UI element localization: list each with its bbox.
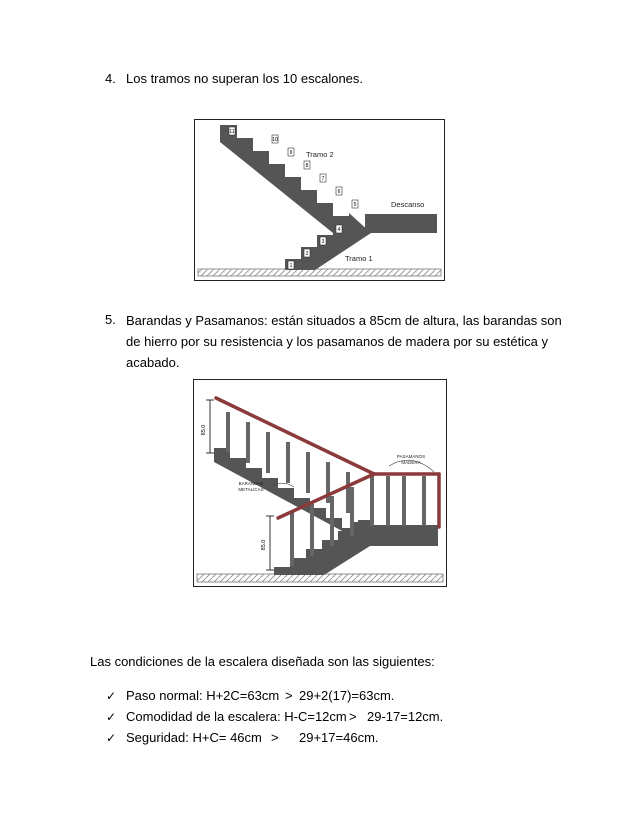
step-number: 4: [337, 227, 341, 233]
step-number: 8: [305, 163, 309, 169]
step-number: 3: [321, 239, 325, 245]
text-line: acabado.: [126, 355, 180, 370]
list-number: 4.: [105, 71, 116, 86]
stair-flights-figure: [194, 119, 445, 281]
checkmark-icon: ✓: [106, 710, 117, 724]
barandas-label: BARANDAS: [238, 481, 264, 486]
pasamanos-label: MADERA: [401, 460, 421, 465]
pasamanos-label: PASAMANOS: [396, 454, 426, 459]
condition-label: Paso normal: H+2C=63cm: [126, 688, 280, 703]
list-text: Los tramos no superan los 10 escalones.: [126, 71, 364, 86]
step-number: 10: [272, 137, 278, 143]
tramo1-label: Tramo 1: [345, 254, 373, 263]
condition-label: Seguridad: H+C= 46cm: [126, 730, 262, 745]
step-number: 11: [229, 129, 235, 135]
step-number: 2: [305, 251, 309, 257]
step-number: 9: [289, 150, 293, 156]
condition-result: 29+17=46cm.: [299, 730, 379, 745]
railings-figure: [193, 379, 447, 587]
step-number: 6: [337, 189, 341, 195]
text-line: de hierro por su resistencia y los pasamanos de madera por su estética y: [126, 334, 548, 349]
list-text: [126, 310, 566, 373]
checkmark-icon: ✓: [106, 731, 117, 745]
tramo2-label: Tramo 2: [306, 150, 334, 159]
checkmark-icon: ✓: [106, 689, 117, 703]
ground-hatch: [197, 574, 443, 582]
condition-separator: >: [285, 688, 293, 703]
condition-label: Comodidad de la escalera: H-C=12cm: [126, 709, 347, 724]
step-number: 5: [353, 202, 357, 208]
step-number: 7: [321, 176, 325, 182]
condition-separator: >: [271, 730, 279, 745]
conditions-intro: Las condiciones de la escalera diseñada son las siguientes:: [90, 654, 435, 669]
list-number: 5.: [105, 312, 116, 327]
text-line: Barandas y Pasamanos: están situados a 85cm de altura, las barandas son: [126, 313, 562, 328]
condition-separator: >: [349, 709, 357, 724]
condition-result: 29-17=12cm.: [367, 709, 444, 724]
step-number: 1: [289, 263, 293, 269]
height-label-top: 85.0: [201, 424, 207, 436]
condition-result: 29+2(17)=63cm.: [299, 688, 395, 703]
descanso-label: Descanso: [391, 200, 425, 209]
ground-hatch: [198, 269, 441, 276]
barandas-label: METALICAS: [238, 487, 264, 492]
height-label-bottom: 85.0: [261, 539, 267, 551]
